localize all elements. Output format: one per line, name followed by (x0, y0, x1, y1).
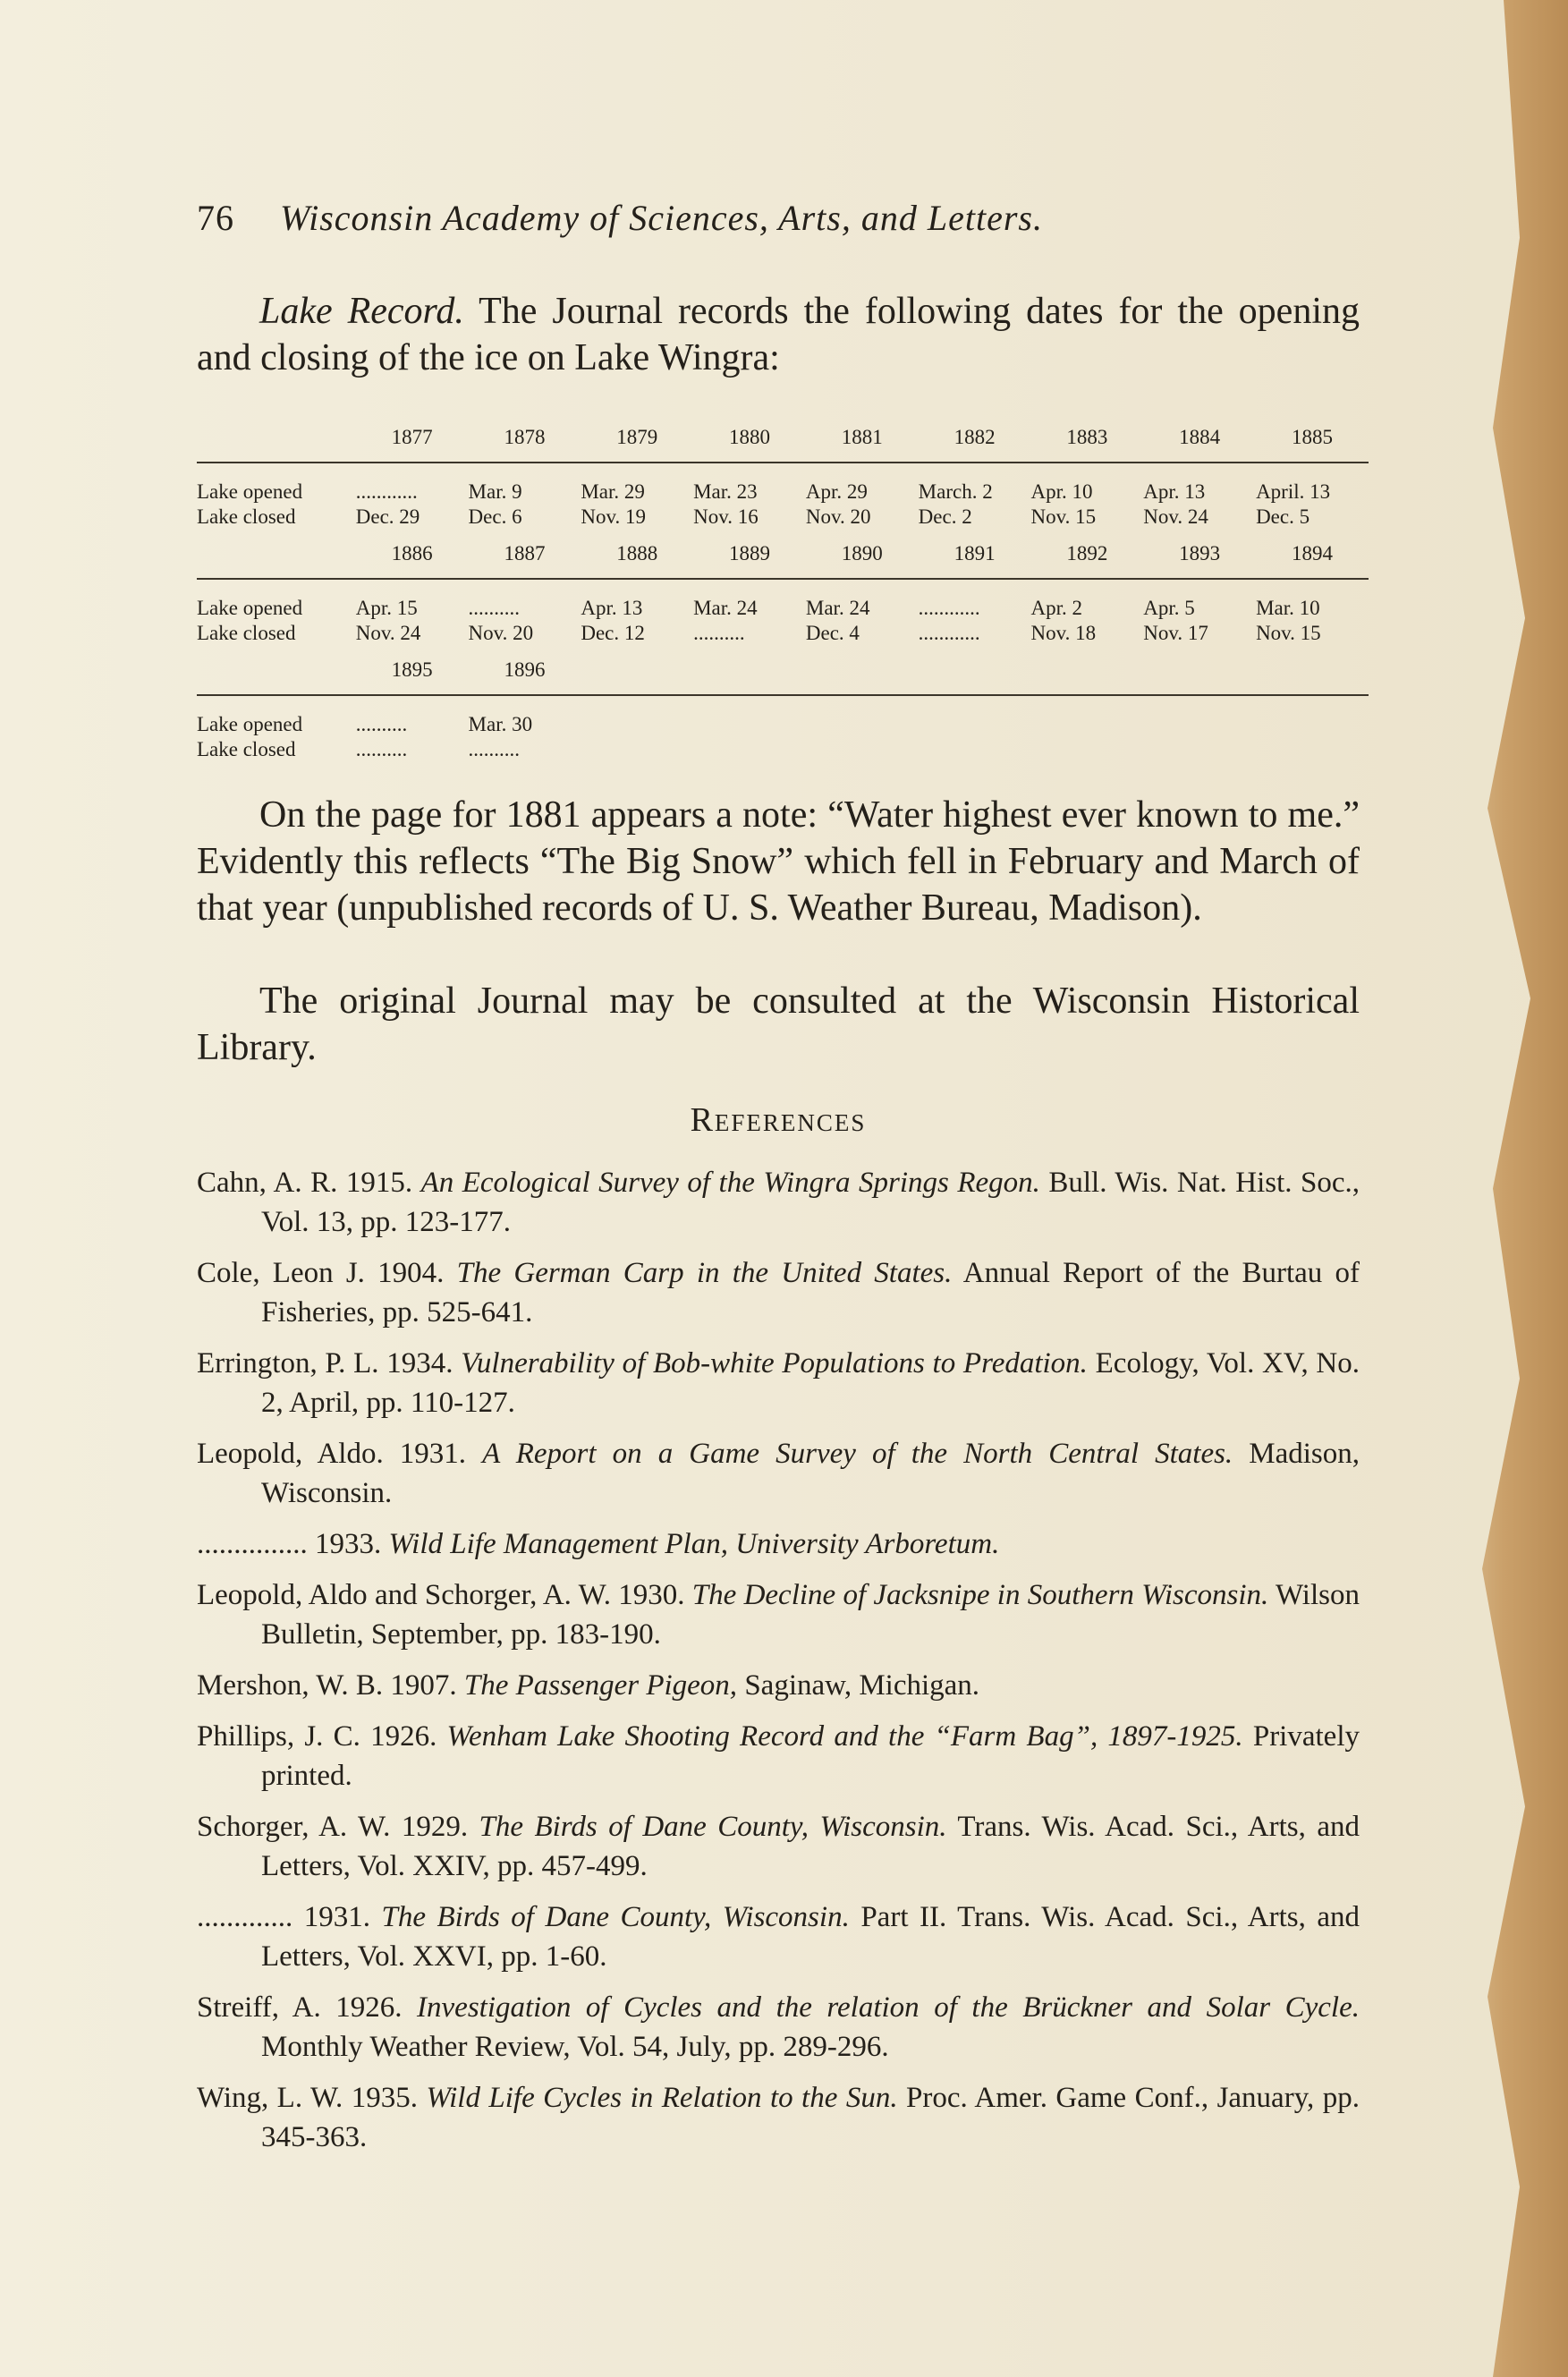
reference-author-year: ............. 1931. (197, 1901, 382, 1933)
reference-author-year: Errington, P. L. 1934. (197, 1347, 462, 1380)
year-header: 1893 (1179, 542, 1221, 565)
date-cell: Apr. 13 (1143, 480, 1206, 503)
running-head (197, 197, 1360, 239)
year-header: 1882 (954, 426, 996, 448)
date-cell: Mar. 30 (468, 713, 533, 735)
reference-entry (197, 1717, 1360, 1795)
reference-entry (197, 1434, 1360, 1513)
date-cell: Mar. 24 (693, 597, 758, 619)
date-cell: .......... (693, 622, 745, 644)
ice-record-table (197, 413, 1369, 762)
year-header: 1881 (841, 426, 883, 448)
date-cell: Nov. 16 (693, 505, 759, 528)
row-label: Lake opened (197, 597, 303, 619)
table-rule (197, 463, 1369, 480)
year-header: 1888 (616, 542, 658, 565)
reference-author-year: Cahn, A. R. 1915. (197, 1167, 421, 1199)
reference-title: Wild Life Cycles in Relation to the Sun. (426, 2082, 898, 2114)
date-cell: ............ (918, 597, 980, 619)
date-cell: Apr. 2 (1030, 597, 1082, 619)
reference-entry (197, 2078, 1360, 2157)
table-rule-line (197, 463, 1369, 480)
reference-entry (197, 1253, 1360, 1332)
row-label: Lake closed (197, 505, 296, 528)
intro-text: The Journal records the following dates for the opening and closing of the ice on Lake Wingra: (197, 291, 1360, 378)
reference-title: The Birds of Dane County, Wisconsin. (479, 1811, 947, 1843)
reference-source: Ecology, Vol. XV, No. 2, April, pp. 110-127. (261, 1347, 1360, 1419)
date-cell: Nov. 24 (355, 622, 421, 644)
table-rule-line (197, 695, 1369, 712)
year-header: 1886 (391, 542, 433, 565)
ice-record-body (197, 413, 1369, 762)
lake-opened-row (197, 712, 1369, 737)
reference-title: Wenham Lake Shooting Record and the “Farm Bag”, 1897-1925. (446, 1720, 1243, 1753)
year-row (197, 530, 1369, 579)
table-rule (197, 695, 1369, 712)
date-cell: March. 2 (918, 480, 993, 503)
date-cell: Apr. 15 (355, 597, 418, 619)
date-cell: Dec. 6 (468, 505, 522, 528)
reference-title: Vulnerability of Bob-white Populations to Predation. (461, 1347, 1088, 1380)
reference-author-year: Wing, L. W. 1935. (197, 2082, 427, 2114)
reference-author-year: Phillips, J. C. 1926. (197, 1720, 447, 1753)
reference-entry (197, 1988, 1360, 2067)
reference-title: Investigation of Cycles and the relation of the Brückner and Solar Cycle. (417, 1991, 1360, 2024)
date-cell: Apr. 13 (581, 597, 643, 619)
lake-closed-row (197, 505, 1369, 530)
lake-closed-row (197, 621, 1369, 646)
reference-source: Bull. Wis. Nat. Hist. Soc., Vol. 13, pp. 123-177. (261, 1167, 1360, 1238)
date-cell: .......... (355, 738, 408, 760)
year-header: 1894 (1292, 542, 1334, 565)
year-row-spacer (197, 413, 356, 463)
date-cell: Mar. 29 (581, 480, 645, 503)
date-cell: Apr. 29 (805, 480, 868, 503)
date-cell: Nov. 17 (1143, 622, 1208, 644)
year-header: 1889 (729, 542, 770, 565)
reference-author-year: Cole, Leon J. 1904. (197, 1257, 457, 1289)
journal-paragraph: The original Journal may be consulted at the Wisconsin Historical Library. (197, 981, 1360, 1068)
date-cell: Dec. 4 (805, 622, 860, 644)
intro-lead: Lake Record. (259, 291, 464, 332)
date-cell: Nov. 15 (1256, 622, 1321, 644)
reference-entry (197, 1524, 1360, 1564)
year-header: 1880 (729, 426, 770, 448)
date-cell: Mar. 23 (693, 480, 758, 503)
lake-opened-row (197, 596, 1369, 621)
year-header: 1896 (504, 658, 546, 681)
references-list (197, 1163, 1360, 2169)
year-header: 1883 (1066, 426, 1108, 448)
date-cell: Nov. 20 (805, 505, 871, 528)
date-cell: Dec. 12 (581, 622, 645, 644)
year-header: 1891 (954, 542, 996, 565)
year-header: 1892 (1066, 542, 1108, 565)
date-cell: ............ (918, 622, 980, 644)
intro-paragraph (197, 288, 1360, 381)
page-number: 76 (197, 198, 234, 238)
reference-title: Wild Life Management Plan, University Arboretum. (388, 1528, 1000, 1560)
reference-title: A Report on a Game Survey of the North Central States. (482, 1438, 1233, 1470)
reference-author-year: Leopold, Aldo and Schorger, A. W. 1930. (197, 1579, 692, 1611)
row-label: Lake closed (197, 622, 296, 644)
year-row (197, 413, 1369, 463)
row-label: Lake closed (197, 738, 296, 760)
year-header: 1895 (391, 658, 433, 681)
date-cell: Dec. 2 (918, 505, 972, 528)
date-cell: Mar. 24 (805, 597, 870, 619)
journal-title: Wisconsin Academy of Sciences, Arts, and Letters. (280, 198, 1043, 238)
date-cell: Nov. 18 (1030, 622, 1097, 644)
year-header: 1877 (391, 426, 433, 448)
lake-opened-row (197, 480, 1369, 505)
reference-author-year: Streiff, A. 1926. (197, 1991, 418, 2024)
reference-author-year: Mershon, W. B. 1907. (197, 1669, 464, 1702)
reference-title: The Passenger Pigeon, (463, 1669, 738, 1702)
date-cell: ............ (355, 480, 418, 503)
date-cell: Mar. 10 (1256, 597, 1320, 619)
year-header: 1878 (504, 426, 546, 448)
reference-source: Trans. Wis. Acad. Sci., Arts, and Letters, Vol. XXIV, pp. 457-499. (261, 1811, 1360, 1882)
date-cell: Nov. 24 (1143, 505, 1208, 528)
reference-entry (197, 1666, 1360, 1705)
date-cell: .......... (468, 738, 521, 760)
reference-author-year: Leopold, Aldo. 1931. (197, 1438, 483, 1470)
date-cell: Nov. 15 (1030, 505, 1097, 528)
row-label: Lake opened (197, 713, 303, 735)
year-header: 1887 (504, 542, 546, 565)
year-header: 1879 (616, 426, 658, 448)
reference-entry (197, 1897, 1360, 1976)
reference-source: Madison, Wisconsin. (261, 1438, 1360, 1509)
date-cell: Apr. 10 (1030, 480, 1093, 503)
row-label: Lake opened (197, 480, 303, 503)
reference-author-year: Schorger, A. W. 1929. (197, 1811, 479, 1843)
year-row (197, 646, 1369, 695)
reference-title: The Decline of Jacksnipe in Southern Wisconsin. (691, 1579, 1269, 1611)
date-cell: Dec. 5 (1256, 505, 1310, 528)
reference-entry (197, 1807, 1360, 1886)
references-heading: References (690, 1101, 867, 1139)
date-cell: Nov. 20 (468, 622, 534, 644)
reference-entry (197, 1575, 1360, 1654)
year-header: 1890 (841, 542, 883, 565)
reference-title: An Ecological Survey of the Wingra Springs Regon. (420, 1167, 1040, 1199)
reference-source: Monthly Weather Review, Vol. 54, July, pp. 289-296. (261, 2031, 889, 2063)
reference-entry (197, 1344, 1360, 1422)
date-cell: Nov. 19 (581, 505, 646, 528)
reference-author-year: ............... 1933. (197, 1528, 389, 1560)
date-cell: April. 13 (1256, 480, 1331, 503)
date-cell: .......... (355, 713, 408, 735)
reference-title: The Birds of Dane County, Wisconsin. (381, 1901, 850, 1933)
reference-source: Proc. Amer. Game Conf., January, pp. 345-363. (261, 2082, 1360, 2153)
table-rule-line (197, 579, 1369, 596)
reference-title: The German Carp in the United States. (456, 1257, 953, 1289)
date-cell: Apr. 5 (1143, 597, 1195, 619)
reference-source: Privately printed. (261, 1720, 1360, 1792)
date-cell: Mar. 9 (468, 480, 522, 503)
reference-source: Part II. Trans. Wis. Acad. Sci., Arts, and Letters, Vol. XXVI, pp. 1-60. (261, 1901, 1360, 1973)
reference-entry (197, 1163, 1360, 1242)
reference-source: Annual Report of the Burtau of Fisheries, pp. 525-641. (261, 1257, 1360, 1329)
table-rule (197, 579, 1369, 596)
year-header: 1884 (1179, 426, 1221, 448)
year-header: 1885 (1292, 426, 1334, 448)
note-paragraph: On the page for 1881 appears a note: “Water highest ever known to me.” Evidently this reflects “The Big Snow” which fell in February and March of that year (unpublished records of U. S. Weather Bureau, Madison). (197, 794, 1360, 929)
reference-source: Wilson Bulletin, September, pp. 183-190. (261, 1579, 1360, 1651)
date-cell: Dec. 29 (355, 505, 420, 528)
year-row-spacer (197, 530, 356, 579)
lake-closed-row (197, 737, 1369, 762)
year-row-spacer (197, 646, 356, 695)
date-cell: .......... (468, 597, 521, 619)
reference-source: Saginaw, Michigan. (737, 1669, 980, 1702)
